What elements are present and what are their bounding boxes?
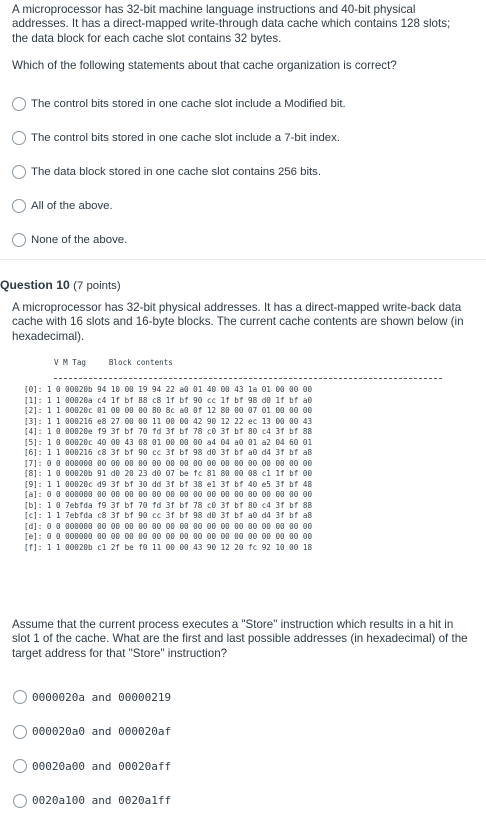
cache-row: [1]: 1 1 00020a c4 1f bf 88 c8 1f bf 90 cc 1f bf 98 d0 1f bf a0 [24, 396, 312, 407]
cache-header: V M Tag Block contents [54, 358, 173, 367]
answer-options [12, 87, 460, 257]
radio-button[interactable] [13, 794, 27, 808]
cache-row: [3]: 1 1 000216 e8 27 00 00 11 00 00 42 90 12 22 ec 13 00 00 43 [24, 417, 312, 428]
cache-row: [6]: 1 1 000216 c8 3f bf 90 cc 3f bf 98 d0 3f bf a0 d4 3f bf a8 [24, 448, 312, 459]
radio-button[interactable] [13, 759, 27, 773]
answer-label: 00020a00 and 00020aff [32, 760, 171, 773]
cache-row: [2]: 1 1 00020c 01 00 00 00 80 8c a0 0f 12 80 00 07 01 00 00 00 [24, 406, 312, 417]
cache-row: [e]: 0 0 000000 00 00 00 00 00 00 00 00 00 00 00 00 00 00 00 00 [24, 532, 312, 543]
cache-row: [5]: 1 0 00020c 40 00 43 08 01 00 00 00 a4 04 a0 01 a2 04 60 01 [24, 438, 312, 449]
cache-row: [d]: 0 0 000000 00 00 00 00 00 00 00 00 00 00 00 00 00 00 00 00 [24, 522, 312, 533]
question-prompt: Assume that the current process executes a "Store" instruction which results in a hit in slot 1 of the cache. What are the first and last possible addresses (in hexadecimal) of the target address for that "Store" instruction? [12, 618, 472, 661]
answer-label: None of the above. [31, 234, 127, 246]
question-prompt: Which of the following statements about that cache organization is correct? [12, 59, 460, 73]
answer-label: The data block stored in one cache slot contains 256 bits. [31, 166, 321, 178]
cache-rows [24, 385, 312, 553]
answer-options [13, 680, 171, 818]
cache-row: [4]: 1 0 00020e f9 3f bf 70 fd 3f bf 78 c0 3f bf 80 c4 3f bf 88 [24, 427, 312, 438]
radio-button[interactable] [12, 199, 26, 213]
answer-option[interactable] [12, 155, 460, 189]
radio-button[interactable] [12, 233, 26, 247]
question-stem: A microprocessor has 32-bit machine language instructions and 40-bit physical addresses. It has a direct-mapped write-through data cache which contains 128 slots; the data block for each cache slot contains 32 bytes. [12, 3, 460, 46]
cache-divider [54, 378, 442, 379]
question-10-header [0, 278, 121, 292]
answer-option[interactable] [13, 680, 171, 715]
answer-option[interactable] [12, 87, 460, 121]
answer-label: The control bits stored in one cache slot include a Modified bit. [31, 98, 346, 110]
question-stem: A microprocessor has 32-bit physical addresses. It has a direct-mapped write-back data cache with 16 slots and 16-byte blocks. The current cache contents are shown below (in hexadecimal). [12, 301, 472, 344]
cache-row: [9]: 1 1 00020c d9 3f bf 30 dd 3f bf 38 e1 3f bf 40 e5 3f bf 48 [24, 480, 312, 491]
radio-button[interactable] [13, 725, 27, 739]
radio-button[interactable] [13, 690, 27, 704]
answer-option[interactable] [12, 189, 460, 223]
cache-row: [7]: 0 0 000000 00 00 00 00 00 00 00 00 00 00 00 00 00 00 00 00 [24, 459, 312, 470]
radio-button[interactable] [12, 131, 26, 145]
answer-option[interactable] [12, 121, 460, 155]
cache-row: [a]: 0 0 000000 00 00 00 00 00 00 00 00 00 00 00 00 00 00 00 00 [24, 490, 312, 501]
question-9 [12, 0, 460, 257]
cache-row: [b]: 1 0 7ebfda f9 3f bf 70 fd 3f bf 78 c0 3f bf 80 c4 3f bf 88 [24, 501, 312, 512]
answer-label: 0020a100 and 0020a1ff [32, 794, 171, 807]
answer-label: The control bits stored in one cache slot include a 7-bit index. [31, 132, 340, 144]
answer-label: 0000020a and 00000219 [32, 691, 171, 704]
answer-label: All of the above. [31, 200, 113, 212]
cache-row: [c]: 1 1 7ebfda c8 3f bf 90 cc 3f bf 98 d0 3f bf a0 d4 3f bf a8 [24, 511, 312, 522]
answer-option[interactable] [13, 715, 171, 750]
answer-option[interactable] [12, 223, 460, 257]
cache-row: [f]: 1 1 00020b c1 2f be f0 11 00 00 43 90 12 20 fc 92 10 00 18 [24, 543, 312, 554]
radio-button[interactable] [12, 165, 26, 179]
answer-option[interactable] [13, 784, 171, 818]
question-title: Question 10 [0, 278, 70, 292]
question-divider [0, 259, 486, 260]
answer-option[interactable] [13, 749, 171, 784]
radio-button[interactable] [12, 97, 26, 111]
answer-label: 000020a0 and 000020af [32, 725, 171, 738]
question-10 [12, 301, 472, 344]
cache-row: [8]: 1 0 00020b 91 d0 20 23 d0 07 be fc 81 80 00 08 c1 1f bf 00 [24, 469, 312, 480]
question-points: (7 points) [73, 280, 120, 292]
cache-row: [0]: 1 0 00020b 94 10 00 19 94 22 a0 01 40 00 43 1a 01 00 00 00 [24, 385, 312, 396]
